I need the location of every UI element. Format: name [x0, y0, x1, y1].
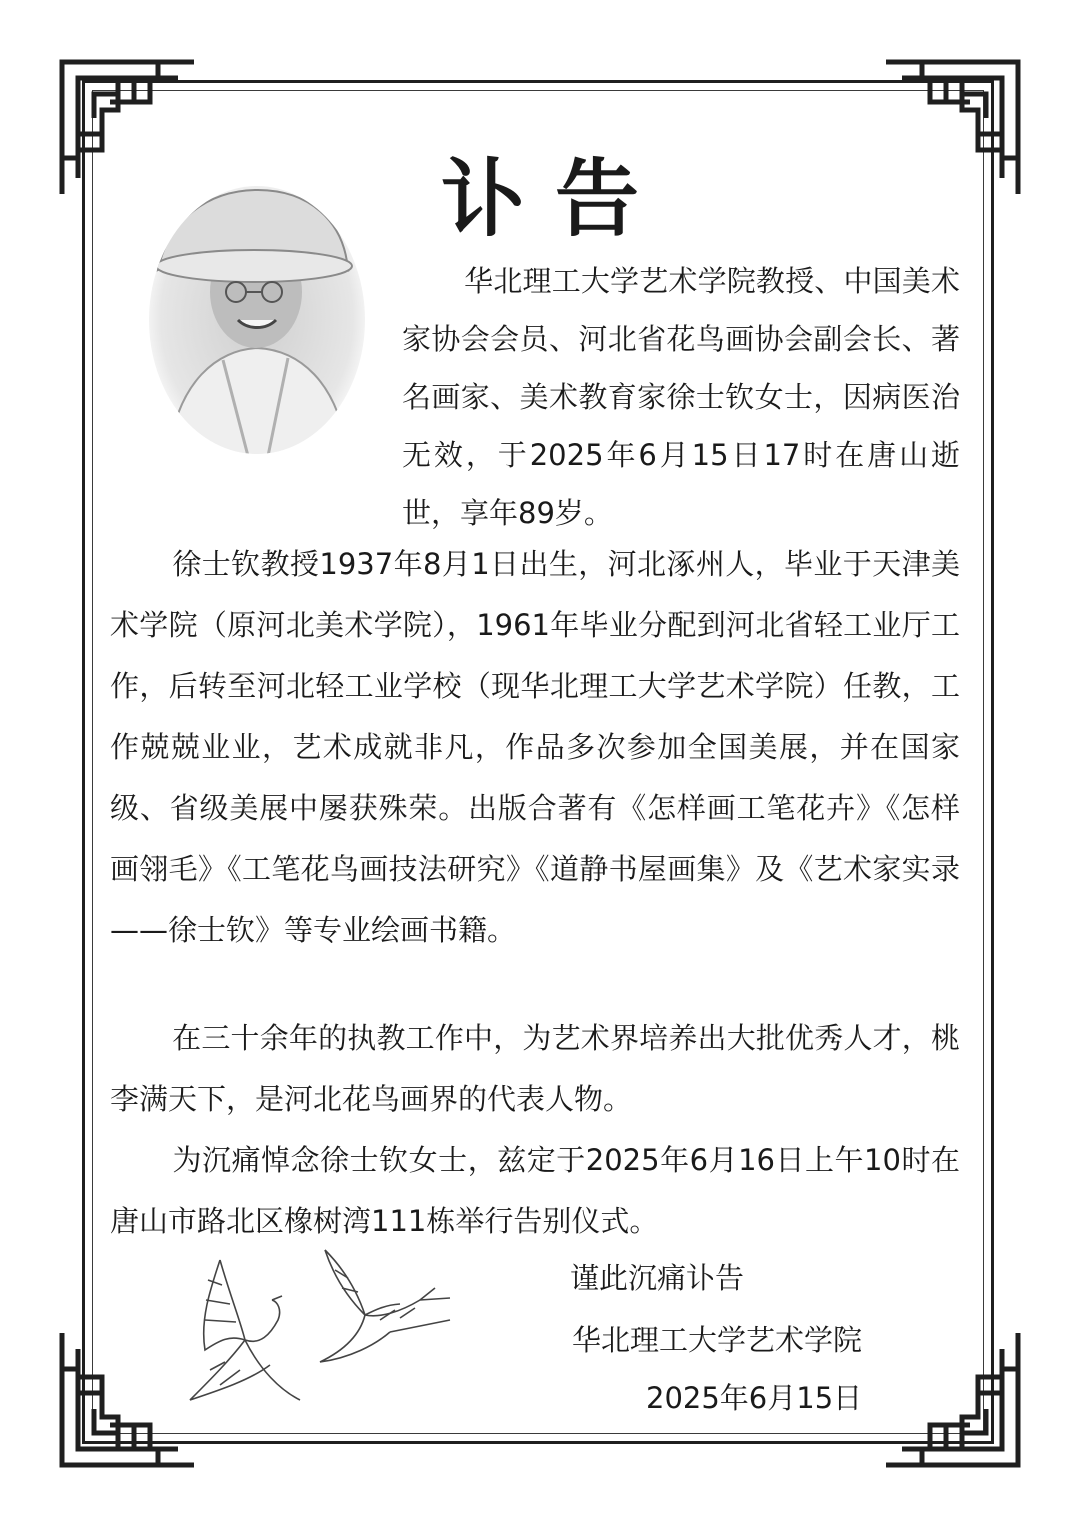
- flying-cranes-illustration: [150, 1240, 470, 1410]
- intro-paragraph: [402, 252, 960, 542]
- biography-text: 徐士钦教授1937年8月1日出生，河北涿州人，毕业于天津美术学院（原河北美术学院），1961年毕业分配到河北省轻工业厅工作，后转至河北轻工业学校（现华北理工大学艺术学院）任教，工作兢兢业业，艺术成就非凡，作品多次参加全国美展，并在国家级、省级美展中屡获殊荣。出版合著有《怎样画工笔花卉》《怎样画翎毛》《工笔花鸟画技法研究》《道静书屋画集》及《艺术家实录——徐士钦》等专业绘画书籍。: [110, 547, 960, 947]
- ceremony-paragraph: [110, 1130, 960, 1252]
- intro-text: 华北理工大学艺术学院教授、中国美术家协会会员、河北省花鸟画协会副会长、著名画家、美术教育家徐士钦女士，因病医治无效，于2025年6月15日17时在唐山逝世，享年89岁。: [402, 264, 960, 530]
- organization-name: 华北理工大学艺术学院: [572, 1323, 863, 1357]
- portrait-photo: [148, 180, 366, 456]
- legacy-paragraph: [110, 1008, 960, 1130]
- closing-line: 谨此沉痛讣告: [570, 1261, 745, 1295]
- legacy-text: 在三十余年的执教工作中，为艺术界培养出大批优秀人才，桃李满天下，是河北花鸟画界的代表人物。: [110, 1021, 960, 1116]
- lattice-corner-bottom-right-icon: [882, 1329, 1022, 1469]
- biography-paragraph: [110, 534, 960, 961]
- signature-date: 2025年6月15日: [646, 1381, 863, 1415]
- ceremony-text: 为沉痛悼念徐士钦女士，兹定于2025年6月16日上午10时在唐山市路北区橡树湾111栋举行告别仪式。: [110, 1143, 960, 1238]
- page-title: 讣告: [440, 149, 669, 248]
